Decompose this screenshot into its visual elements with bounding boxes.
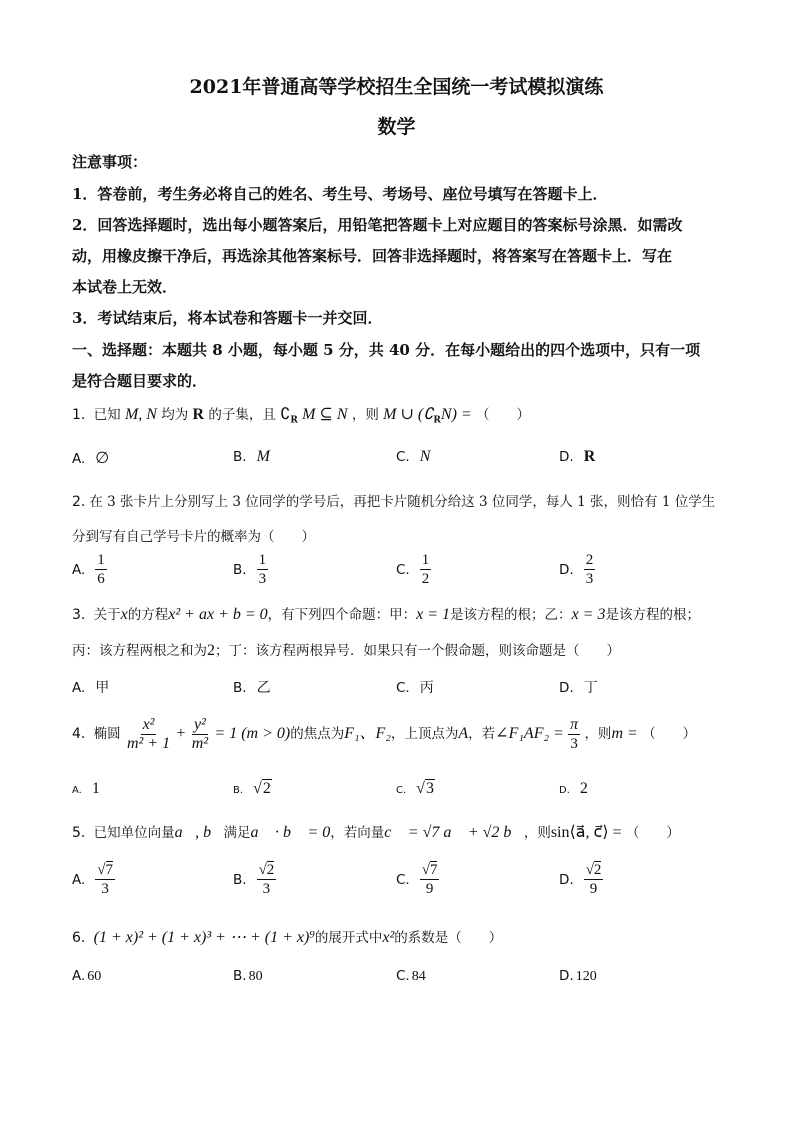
option-value: R — [583, 448, 596, 465]
option-value: 丙 — [419, 680, 434, 696]
denominator: m² — [191, 735, 209, 752]
q2-option-d[interactable] — [559, 551, 595, 588]
option-value: 丁 — [583, 680, 598, 696]
q3-math: x = 1 — [416, 606, 451, 623]
answer-paren: （ ） — [625, 825, 680, 841]
q5-math: a⃗ · b⃗ = 0 — [250, 824, 331, 841]
q4-text: ，则 — [584, 726, 612, 742]
q6-math: x² — [382, 929, 395, 946]
q1-text: ，则 — [351, 407, 379, 423]
question-number: 4. — [72, 726, 86, 742]
q1-option-a[interactable] — [72, 448, 109, 468]
numerator: √7 — [421, 862, 438, 878]
q4-option-a[interactable] — [72, 780, 100, 798]
notice-item-2-line-1: 2．回答选择题时，选出每小题答案后，用铅笔把答题卡上对应题目的答案标号涂黑．如需改 — [72, 216, 683, 234]
option-label: A. — [72, 785, 82, 796]
q5-text: ，若向量 — [330, 825, 385, 841]
option-value: 甲 — [95, 680, 110, 696]
q4-math: F₁、F₂ — [344, 725, 391, 742]
q1-math: M, N — [124, 406, 157, 423]
numerator: x² — [142, 716, 155, 733]
question-3-line-1 — [72, 603, 700, 624]
question-4 — [72, 716, 696, 753]
q3-text: ，有下列四个命题：甲： — [267, 607, 417, 623]
option-value: 80 — [248, 969, 263, 984]
question-3-line-2 — [72, 639, 620, 660]
option-label: D. — [559, 785, 570, 796]
numerator: 1 — [421, 552, 430, 568]
option-value: 乙 — [256, 680, 271, 696]
q5-option-d[interactable] — [559, 861, 603, 898]
subject-title: 数学 — [377, 116, 416, 138]
option-value: 60 — [87, 969, 102, 984]
q5-option-b[interactable] — [233, 861, 276, 898]
q3-text: ；丁：该方程两根异号．如果只有一个假命题，则该命题是（ ） — [215, 643, 620, 659]
q4-text: 的焦点为 — [290, 726, 345, 742]
q6-math: (1 + x)² + (1 + x)³ + ⋯ + (1 + x)⁹ — [93, 929, 315, 946]
option-label: C. — [396, 968, 410, 984]
q4-math: + — [176, 725, 186, 742]
fraction — [568, 716, 580, 753]
question-number: 5. — [72, 825, 86, 841]
option-label: B. — [233, 785, 244, 796]
option-label: A. — [72, 871, 86, 888]
sqrt: √2 — [253, 780, 271, 797]
option-value: 120 — [575, 969, 597, 984]
fraction — [257, 551, 269, 588]
q1-text: 已知 — [93, 407, 121, 423]
option-label: D. — [559, 680, 574, 696]
option-value: N — [419, 448, 431, 465]
q5-math: sin⟨a⃗, c⃗⟩ = — [550, 824, 622, 841]
q3-text: 丙：该方程两根之和为 — [72, 643, 207, 659]
option-label: C. — [396, 871, 410, 888]
radicand: 2 — [266, 862, 275, 878]
q3-option-c[interactable] — [396, 677, 434, 697]
option-label: C. — [396, 449, 410, 465]
question-number: 6. — [72, 930, 86, 946]
numerator: √7 — [97, 862, 114, 878]
q1-math: M ∪ (∁ — [383, 406, 434, 423]
q1-option-d[interactable] — [559, 448, 595, 466]
q4-text: ，若 — [468, 726, 496, 742]
q1-math: M ⊆ N — [302, 406, 348, 423]
denominator: 6 — [97, 571, 105, 587]
fraction — [95, 551, 107, 588]
denominator: 9 — [589, 881, 598, 897]
q1-text: 的子集，且 — [208, 407, 276, 423]
notice-heading: 注意事项： — [72, 153, 148, 171]
q3-option-d[interactable] — [559, 677, 598, 697]
q4-text: ，上顶点为 — [390, 726, 459, 742]
option-label: A. — [72, 968, 86, 984]
q3-option-b[interactable] — [233, 677, 271, 697]
q1-text: 均为 — [161, 407, 189, 423]
option-label: D. — [559, 449, 574, 465]
q3-text: 是该方程的根； — [605, 607, 700, 623]
q4-option-c[interactable] — [396, 780, 435, 798]
notice-item-1: 1．答卷前，考生务必将自己的姓名、考生号、考场号、座位号填写在答题卡上． — [72, 185, 608, 203]
numerator: π — [570, 716, 579, 733]
q5-text: 已知单位向量 — [93, 825, 175, 841]
numerator: √2 — [258, 862, 275, 878]
notice-item-3: 3．考试结束后，将本试卷和答题卡一并交回． — [72, 309, 383, 327]
q1-math: N) = — [440, 406, 472, 423]
q2-text: 在 3 张卡片上分别写上 3 位同学的学号后，再把卡片随机分给这 3 位同学，每人 1 张，则恰有 1 位学生 — [89, 494, 716, 510]
section-heading-line-2: 是符合题目要求的． — [72, 372, 208, 390]
option-label: C. — [396, 785, 407, 796]
question-number: 3. — [72, 607, 86, 623]
numerator: 2 — [585, 552, 594, 568]
numerator: √2 — [585, 862, 602, 878]
option-value: ∅ — [95, 450, 110, 467]
option-label: B. — [233, 871, 247, 888]
numerator: 1 — [97, 552, 105, 568]
q5-math: c⃗ = √7 a⃗ + √2 b⃗ — [384, 824, 524, 841]
q6-option-d[interactable] — [559, 968, 597, 985]
denominator: 3 — [101, 881, 109, 897]
answer-paren: （ ） — [476, 407, 530, 423]
option-label: B. — [233, 680, 247, 696]
fraction — [95, 861, 115, 898]
sqrt: √3 — [416, 780, 434, 797]
section-heading-line-1: 一、选择题：本题共 8 小题，每小题 5 分，共 40 分．在每小题给出的四个选项中，只有一项 — [72, 341, 701, 359]
q3-math: x² + ax + b = 0 — [168, 606, 268, 623]
option-label: C. — [396, 561, 410, 578]
radicand: 2 — [262, 780, 271, 797]
q3-math: x = 3 — [571, 606, 606, 623]
option-label: C. — [396, 680, 410, 696]
question-2-line-1 — [72, 490, 715, 510]
q1-math: R — [433, 415, 441, 426]
q5-option-a[interactable] — [72, 861, 115, 898]
q6-text: 的系数是（ ） — [394, 930, 503, 946]
option-label: D. — [559, 561, 574, 578]
denominator: m² + 1 — [126, 735, 171, 752]
q3-math: 2 — [207, 642, 215, 659]
q4-math: ∠F₁AF₂ = — [495, 725, 564, 742]
fraction — [420, 861, 440, 898]
fraction — [584, 861, 604, 898]
notice-item-2-line-3: 本试卷上无效． — [72, 278, 178, 296]
denominator: 3 — [262, 881, 271, 897]
question-6 — [72, 926, 502, 947]
denominator: 3 — [258, 571, 267, 587]
q1-math: ∁ — [280, 406, 291, 423]
q4-math: A — [458, 725, 469, 742]
q1-option-c[interactable] — [396, 448, 430, 466]
question-5 — [72, 821, 680, 842]
option-label: D. — [559, 968, 574, 984]
numerator: 1 — [258, 552, 267, 568]
denominator: 3 — [585, 571, 594, 587]
option-label: B. — [233, 561, 247, 578]
denominator: 3 — [570, 736, 578, 752]
q5-text: 满足 — [223, 825, 251, 841]
q5-option-c[interactable] — [396, 861, 439, 898]
q1-option-b[interactable] — [233, 448, 270, 466]
q6-option-b[interactable] — [233, 968, 263, 985]
q6-option-a[interactable] — [72, 968, 101, 985]
q3-text: 的方程 — [127, 607, 169, 623]
q2-option-a[interactable] — [72, 551, 107, 588]
radicand: 7 — [429, 862, 438, 878]
option-label: A. — [72, 680, 86, 696]
q6-option-c[interactable] — [396, 968, 426, 985]
fraction — [125, 716, 172, 753]
radicand: 7 — [105, 862, 114, 878]
question-2-line-2: 分到写有自己学号卡片的概率为（ ） — [72, 529, 315, 545]
question-1 — [72, 403, 530, 426]
q6-text: 的展开式中 — [314, 930, 383, 946]
option-value: M — [256, 448, 270, 465]
question-number: 1. — [72, 407, 86, 423]
q5-text: ，则 — [523, 825, 551, 841]
q1-math: R — [290, 415, 298, 426]
numerator: y² — [193, 716, 206, 733]
option-label: D. — [559, 871, 574, 888]
answer-paren: （ ） — [642, 726, 697, 742]
q3-math: x — [120, 606, 128, 623]
q4-option-d[interactable] — [559, 780, 588, 798]
q3-text: 关于 — [93, 607, 121, 623]
option-label: A. — [72, 451, 86, 467]
option-value: 2 — [579, 780, 588, 797]
fraction — [190, 716, 210, 753]
option-label: B. — [233, 968, 247, 984]
question-number: 2. — [72, 494, 86, 510]
q4-text: 椭圆 — [93, 726, 121, 742]
q1-math: R — [192, 406, 205, 423]
option-value: 1 — [91, 780, 100, 797]
option-label: A. — [72, 561, 86, 578]
option-label: B. — [233, 449, 247, 465]
q3-text: 是该方程的根；乙： — [450, 607, 572, 623]
q4-math: m = — [611, 725, 638, 742]
q3-option-a[interactable] — [72, 677, 109, 697]
denominator: 2 — [421, 571, 430, 587]
fraction — [420, 551, 432, 588]
radicand: 2 — [593, 862, 602, 878]
q4-math: = 1 (m > 0) — [214, 725, 291, 742]
q4-option-b[interactable] — [233, 780, 272, 798]
denominator: 9 — [425, 881, 434, 897]
q5-math: a⃗, b⃗ — [174, 824, 224, 841]
fraction — [584, 551, 596, 588]
radicand: 3 — [425, 780, 434, 797]
option-value: 84 — [411, 969, 426, 984]
fraction — [257, 861, 277, 898]
q2-option-b[interactable] — [233, 551, 268, 588]
notice-item-2-line-2: 动，用橡皮擦干净后，再选涂其他答案标号．回答非选择题时，将答案写在答题卡上．写在 — [72, 247, 673, 265]
exam-title: 2021年普通高等学校招生全国统一考试模拟演练 — [189, 76, 604, 98]
q2-option-c[interactable] — [396, 551, 431, 588]
